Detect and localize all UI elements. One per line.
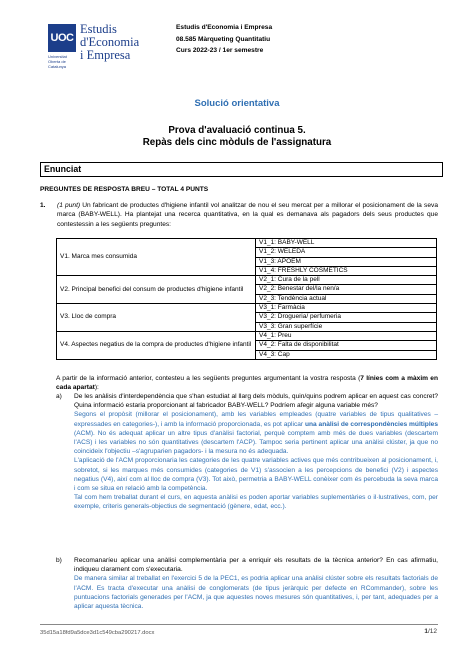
document-title xyxy=(0,125,474,148)
answer-paragraph: Tal com hem treballat durant el curs, en aquesta anàlisi es poden aportar variables suplementàries o il·lustratives, com, per exemple, criteris generals-objectius de segmentació (gènere, edat, ecc.). xyxy=(74,494,438,511)
header-semester: Curs 2022-23 / 1er semestre xyxy=(176,47,264,54)
enunciat-box: Enunciat xyxy=(40,162,443,177)
question-text: Un fabricant de productes d'higiene infantil vol analitzar de nou el seu mercat per a millorar el posicionament de la seva marca (BABY-WELL). Ha plantejat una recerca quantitativa, en la qual es demanava als pagadors dels seus productes que contestessin a les següents preguntes: xyxy=(57,202,438,228)
variable-category: V3_1: Farmàcia xyxy=(256,304,437,313)
section-heading: PREGUNTES DE RESPOSTA BREU – TOTAL 4 PUNTS xyxy=(40,186,209,193)
variable-category: V1_1: BABY-WELL xyxy=(256,239,437,248)
variable-label: V3. Lloc de compra xyxy=(57,304,256,332)
logo-subtitle: Universitat Oberta de Catalunya xyxy=(48,54,67,69)
variables-table xyxy=(56,238,437,360)
variable-category: V3_3: Gran superfície xyxy=(256,322,437,331)
answer-paragraph: L'aplicació de l'ACM proporcionaria les categories de les quatre variables actives que més contribueixen al posicionament, i, sobretot, si les marques més consumides (categories de V1) s'associen a les percepcions de benefici (V2) i aspectes negatius (V4), així com al lloc de compra (V3). Tot això, permetria a BABY-WELL conèixer com és percebuda la seva marca i com se situa en relació amb la competència. xyxy=(74,457,438,493)
footer-divider xyxy=(40,624,438,625)
subquestion-b xyxy=(56,556,438,611)
variable-category: V1_4: FRESHLY COSMETICS xyxy=(256,266,437,275)
variable-category: V4_2: Falta de disponibilitat xyxy=(256,341,437,350)
header-course: 08.585 Màrqueting Quantitatiu xyxy=(176,35,271,43)
variable-category: V2_1: Cura de la pell xyxy=(256,276,437,285)
subquestion-a xyxy=(56,392,438,512)
variable-label: V2. Principal benefici del consum de productes d'higiene infantil xyxy=(57,276,256,304)
question-points: (1 punt) xyxy=(57,202,81,209)
question-1 xyxy=(40,201,438,229)
answer-paragraph: De manera similar al treballat en l'exercici 5 de la PEC1, es podria aplicar una anàlisi clúster sobre els resultats factorials de l'ACM. Es tracta d'executar una anàlisi de conglomerats (de tipus jeràrquic per defecte en RCommander), sobre les puntuacions factorials generades per l'ACM, ja que aquestes noves mesures són quantitatives, i, per tant, adequades per a aplicar aquesta tècnica. xyxy=(74,575,438,611)
variable-category: V4_1: Preu xyxy=(256,331,437,340)
footer-page-number: 1/12 xyxy=(424,628,437,635)
subquestion-label: a) xyxy=(56,393,62,400)
subquestion-text: Recomanaríeu aplicar una anàlisi complementària per a enriquir els resultats de la tècnica anterior? En cas afirmatiu, indiqueu clarament com s'executaria. xyxy=(74,557,438,574)
variable-category: V1_2: WELEDA xyxy=(256,248,437,257)
solution-heading: Solució orientativa xyxy=(194,98,280,109)
subquestion-text: De les anàlisis d'interdependència que s'han estudiat al llarg dels mòduls, quin/quins podrem aplicar en aquest cas concret? Quina informació estaria proporcionant al fabricador BABY-WELL? Podríem afegir alguna variable més? xyxy=(74,393,438,410)
question-number: 1. xyxy=(40,202,46,209)
title-line-2: Repàs dels cinc mòduls de l'assignatura xyxy=(142,136,332,148)
variable-category: V1_3: APOEM xyxy=(256,257,437,266)
variable-category: V3_2: Drogueria/ perfumeria xyxy=(256,313,437,322)
table-row xyxy=(57,276,437,285)
answer-paragraph: Segons el propòsit (millorar el posicionament), amb les variables empleades (quatre variables de tipus qualitatives –expressades en categories-), i amb la informació proporcionada, es pot aplicar una anàlisi de correspondències múltiples (ACM). No és adequat aplicar un altre tipus d'anàlisi factorial, perquè comptem amb més de dues variables (descartem l'ACS) i les variables no són quantitatives (descartem l'ACP). Tampoc seria pertinent aplicar una anàlisi clúster, ja que no coincideix l'objectiu –s'agruparien pagadors- i la mesura no és adequada. xyxy=(74,411,439,456)
instructions-paragraph: A partir de la informació anterior, contesteu a les següents preguntes argumentant la vostra resposta (7 línies com a màxim en cada apartat): xyxy=(56,375,438,392)
uoc-logo xyxy=(48,24,148,72)
table-row xyxy=(57,304,437,313)
table-row xyxy=(57,331,437,340)
variable-category: V4_3: Cap xyxy=(256,350,437,359)
subquestion-label: b) xyxy=(56,557,62,564)
variable-label: V1. Marca mes consumida xyxy=(57,239,256,276)
variable-category: V2_3: Tendència actual xyxy=(256,294,437,303)
footer-document-id: 35d15a18fd9a5dce3d1c549cba290217.docx xyxy=(40,630,155,636)
header-faculty: Estudis d'Economia i Empresa xyxy=(176,24,273,31)
variable-category: V2_2: Benestar del/la nen/a xyxy=(256,285,437,294)
document-header xyxy=(176,22,272,57)
logo-title: Estudis d'Economia i Empresa xyxy=(80,22,140,62)
table-row xyxy=(57,239,437,248)
title-line-1: Prova d'avaluació continua 5. xyxy=(168,125,306,136)
uoc-logo-mark: UOC xyxy=(48,24,76,52)
variable-label: V4. Aspectes negatius de la compra de productes d'higiene infantil xyxy=(57,331,256,359)
